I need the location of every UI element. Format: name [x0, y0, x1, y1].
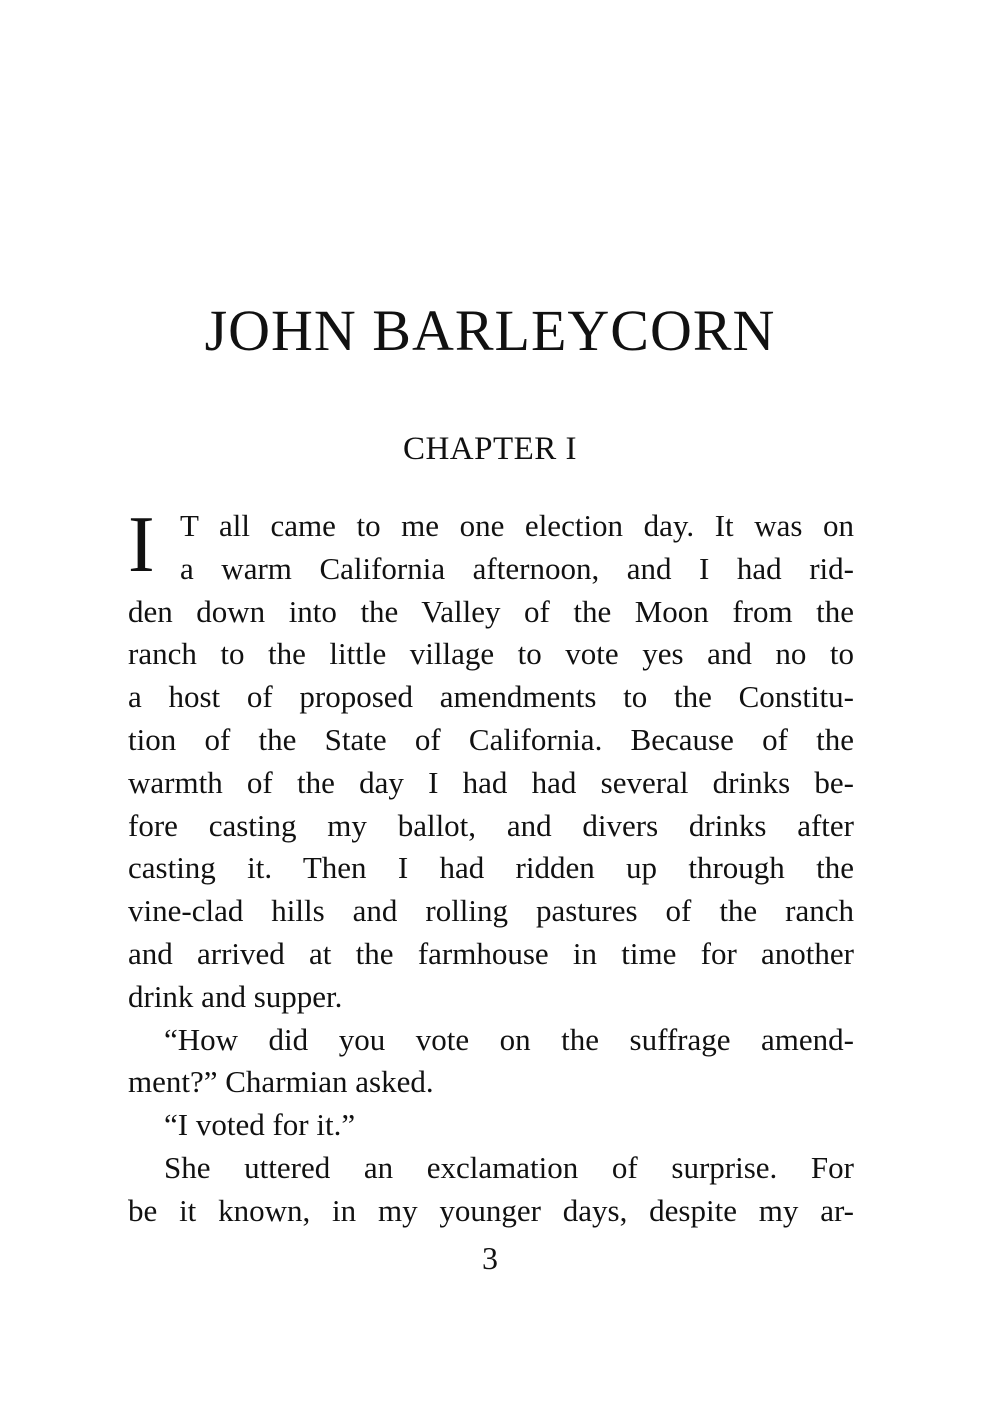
- text-line: “How did you vote on the suffrage amend-: [164, 1021, 854, 1057]
- text-line: ranch to the little village to vote yes and no to: [128, 636, 854, 672]
- text-line: tion of the State of California. Because of the: [128, 721, 854, 757]
- text-line: drink and supper.: [128, 978, 343, 1014]
- text-line: and arrived at the farmhouse in time for another: [128, 935, 854, 971]
- text-line: den down into the Valley of the Moon from the: [128, 593, 854, 629]
- text-line: vine-clad hills and rolling pastures of the ranch: [128, 893, 854, 929]
- drop-cap: I: [128, 501, 155, 589]
- text-line: casting it. Then I had ridden up through the: [128, 850, 854, 886]
- body-text: [128, 501, 854, 1233]
- text-line: ment?” Charmian asked.: [128, 1064, 434, 1100]
- text-line: T all came to me one election day. It was on: [180, 508, 854, 543]
- text-line: warmth of the day I had had several drinks be-: [128, 764, 854, 800]
- text-line: a host of proposed amendments to the Constitu-: [128, 679, 854, 715]
- chapter-title: CHAPTER I: [402, 431, 578, 467]
- book-title: JOHN BARLEYCORN: [204, 298, 776, 363]
- text-line: She uttered an exclamation of surprise. For: [164, 1149, 854, 1185]
- page-number: 3: [482, 1240, 498, 1276]
- text-line: “I voted for it.”: [164, 1107, 356, 1143]
- text-line: be it known, in my younger days, despite my ar-: [128, 1192, 854, 1228]
- text-line: a warm California afternoon, and I had rid-: [180, 550, 854, 586]
- text-line: fore casting my ballot, and divers drinks after: [128, 807, 854, 843]
